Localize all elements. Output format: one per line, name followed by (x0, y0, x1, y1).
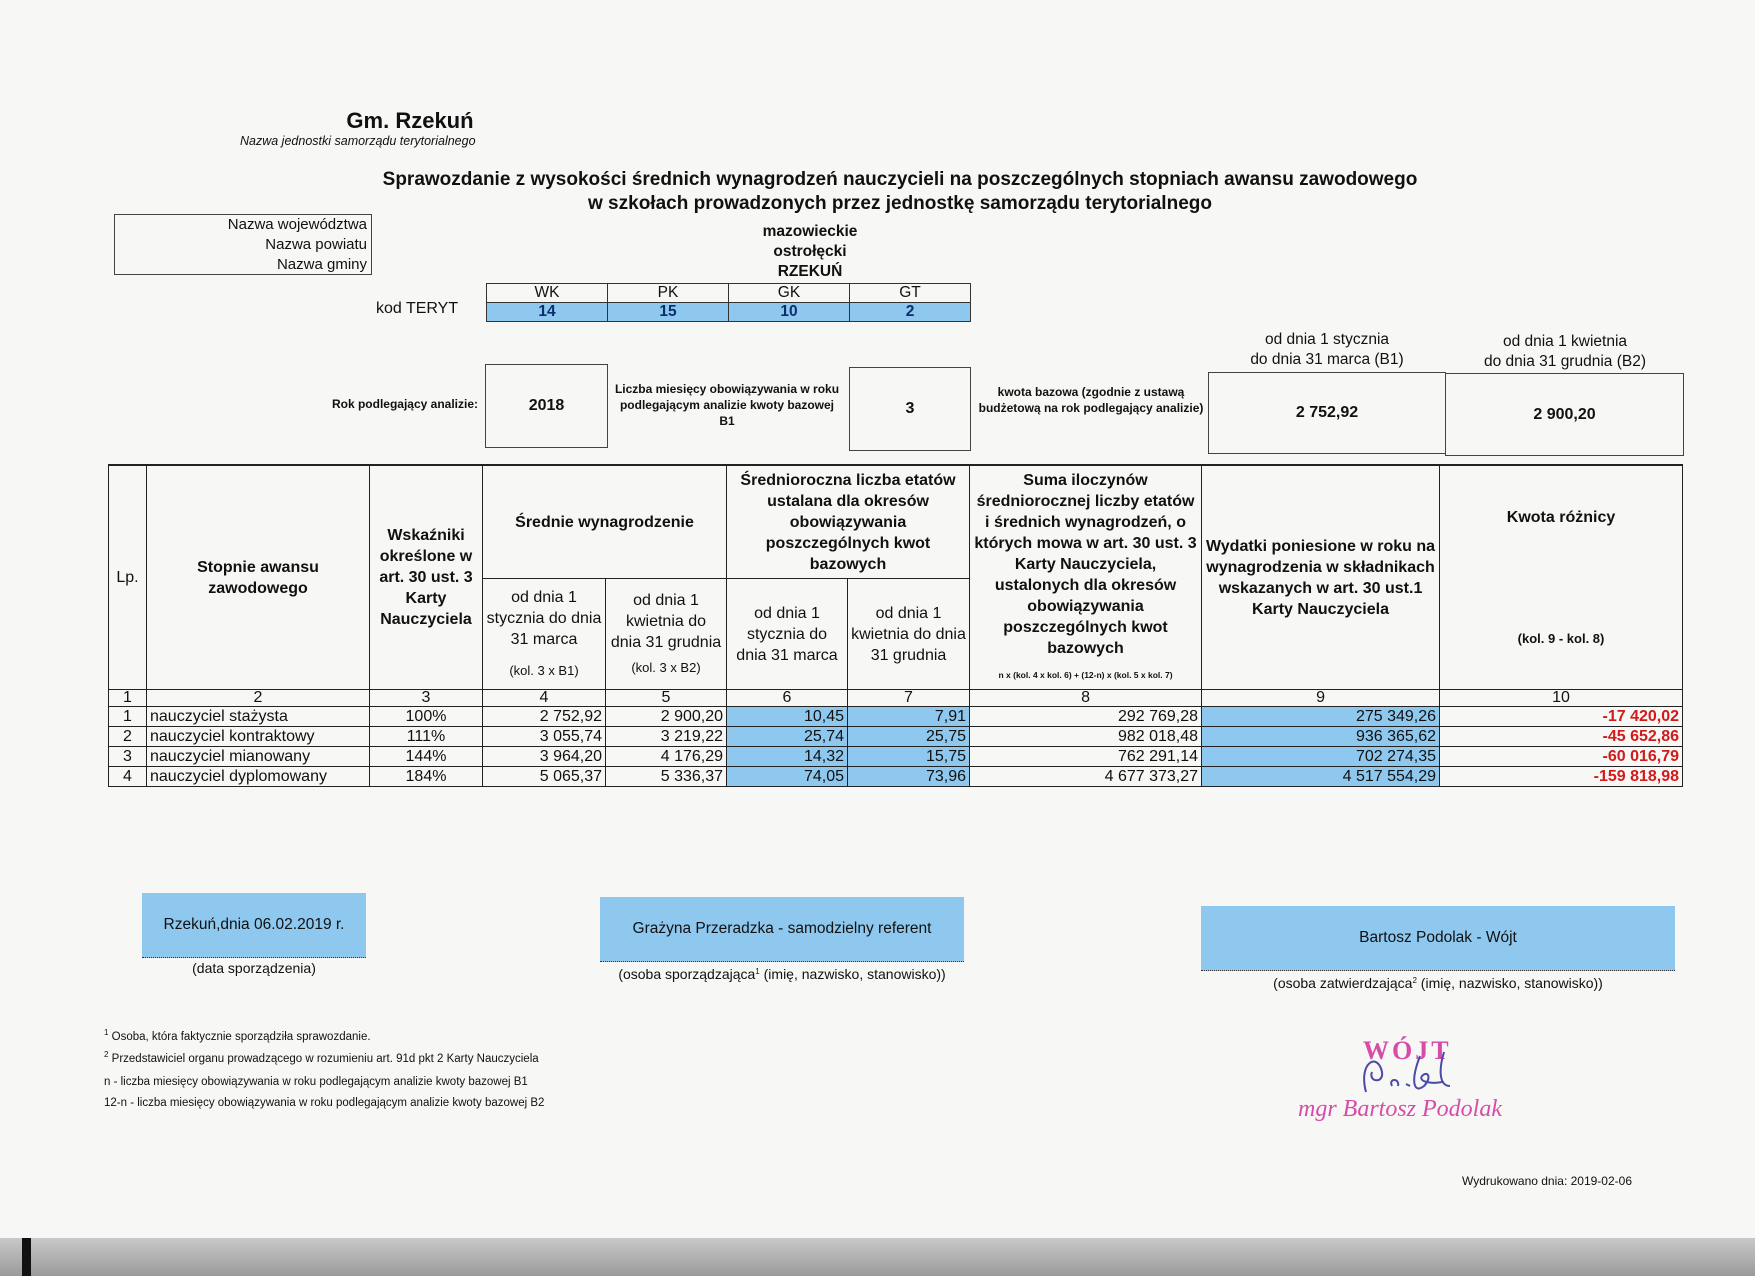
b1-period-label-line2: do dnia 31 marca (B1) (1250, 351, 1404, 368)
unit-name: Gm. Rzekuń (346, 108, 474, 133)
region-value-voivodeship: mazowieckie (762, 223, 858, 240)
col-header-indicators: Wskaźniki określone w art. 30 ust. 3 Karty Nauczyciela (370, 465, 483, 690)
footnote-mark-2: 2 (104, 1050, 109, 1059)
row-lp: 2 (109, 727, 147, 747)
stamp-title: WÓJT (1363, 1036, 1452, 1065)
row-etat-b1: 10,45 (727, 707, 848, 727)
row-indicator: 111% (370, 727, 483, 747)
col-header-etat: Średnioroczna liczba etatów ustalana dla okresów obowiązywania poszczególnych kwot bazowych (727, 465, 970, 579)
col-number-5: 5 (606, 690, 727, 707)
row-avg-b2: 4 176,29 (606, 747, 727, 767)
b2-amount-box (1445, 373, 1684, 456)
report-title-line1: Sprawozdanie z wysokości średnich wynagrodzeń nauczycieli na poszczególnych stopniach awansu zawodowego (382, 169, 1418, 190)
region-label-county: Nazwa powiatu (265, 236, 367, 253)
row-spent: 936 365,62 (1202, 727, 1440, 747)
footnote-ref-2: 2 (1412, 976, 1417, 985)
col-header-avg-salary-b1 (483, 579, 606, 690)
row-etat-b1: 74,05 (727, 767, 848, 787)
b1-period-label (1208, 330, 1446, 370)
official-stamp (1258, 1032, 1558, 1132)
teryt-value-pk: 15 (608, 303, 729, 322)
col-header-spent: Wydatki poniesione w roku na wynagrodzenia w składnikach wskazanych w art. 30 ust.1 Karty Nauczyciela (1202, 465, 1440, 690)
col-number-7: 7 (848, 690, 970, 707)
row-avg-b1: 3 055,74 (483, 727, 606, 747)
col-header-avg-salary-b1-note: (kol. 3 x B1) (509, 663, 579, 678)
col-header-sum-formula: n x (kol. 4 x kol. 6) + (12-n) x (kol. 5 x kol. 7) (998, 669, 1173, 680)
teryt-value-gk: 10 (729, 303, 850, 322)
region-label-voivodeship: Nazwa województwa (227, 216, 367, 233)
approver-field (1201, 906, 1675, 971)
col-header-etat-b1: od dnia 1 stycznia do dnia 31 marca (727, 579, 848, 690)
teryt-header-gk: GK (729, 284, 850, 303)
approver-caption-b: (imię, nazwisko, stanowisko)) (1416, 975, 1603, 991)
row-level: nauczyciel stażysta (147, 707, 370, 727)
col-header-avg-salary: Średnie wynagrodzenie (483, 465, 727, 579)
date-value: Rzekuń,dnia 06.02.2019 r. (163, 916, 345, 933)
footnote-2-text: Przedstawiciel organu prowadzącego w rozumieniu art. 91d pkt 2 Karty Nauczyciela (111, 1053, 539, 1065)
unit-header (230, 108, 590, 148)
row-avg-b2: 3 219,22 (606, 727, 727, 747)
table-row (109, 727, 1683, 747)
col-number-6: 6 (727, 690, 848, 707)
year-box (485, 364, 608, 448)
region-labels-box (114, 214, 372, 275)
footnote-mark-1: 1 (104, 1028, 109, 1037)
b2-period-label-line2: do dnia 31 grudnia (B2) (1483, 353, 1646, 370)
b1-amount-box (1208, 372, 1446, 454)
row-level: nauczyciel dyplomowany (147, 767, 370, 787)
col-number-8: 8 (970, 690, 1202, 707)
row-etat-b2: 73,96 (848, 767, 970, 787)
col-header-avg-salary-b1-text: od dnia 1 stycznia do dnia 31 marca (486, 589, 602, 648)
col-header-level: Stopnie awansu zawodowego (147, 465, 370, 690)
row-sum: 292 769,28 (970, 707, 1202, 727)
row-sum: 982 018,48 (970, 727, 1202, 747)
teryt-label: kod TERYT (376, 300, 459, 317)
row-level: nauczyciel kontraktowy (147, 727, 370, 747)
handwritten-signature (1348, 1042, 1458, 1102)
b2-period-label-line1: od dnia 1 kwietnia (1502, 333, 1628, 350)
b1-amount: 2 752,92 (1295, 404, 1359, 421)
col-header-avg-salary-b2 (606, 579, 727, 690)
col-number-10: 10 (1440, 690, 1683, 707)
preparer-caption-b: (imię, nazwisko, stanowisko)) (759, 966, 946, 982)
row-etat-b2: 15,75 (848, 747, 970, 767)
row-diff: -159 818,98 (1440, 767, 1683, 787)
row-indicator: 184% (370, 767, 483, 787)
b1-period-label-line1: od dnia 1 stycznia (1264, 331, 1390, 348)
preparer-field (600, 897, 964, 962)
base-amount-label: kwota bazowa (zgodnie z ustawą budżetową na rok podlegający analizie) (978, 385, 1204, 415)
col-header-diff (1440, 465, 1683, 690)
col-number-1: 1 (109, 690, 147, 707)
table-row (109, 747, 1683, 767)
col-number-4: 4 (483, 690, 606, 707)
date-field (142, 893, 366, 958)
row-indicator: 100% (370, 707, 483, 727)
row-etat-b1: 25,74 (727, 727, 848, 747)
row-lp: 4 (109, 767, 147, 787)
row-spent: 702 274,35 (1202, 747, 1440, 767)
teryt-value-gt: 2 (850, 303, 971, 322)
footnote-ref-1: 1 (755, 967, 760, 976)
months-label: Liczba miesięcy obowiązywania w roku podlegającym analizie kwoty bazowej B1 (614, 382, 840, 428)
teryt-header-gt: GT (850, 284, 971, 303)
preparer-caption-a: (osoba sporządzająca (618, 966, 756, 982)
scan-edge-mark (22, 1238, 31, 1276)
row-diff: -17 420,02 (1440, 707, 1683, 727)
col-header-sum (970, 465, 1202, 690)
row-avg-b2: 5 336,37 (606, 767, 727, 787)
approver-caption (1201, 975, 1675, 991)
footnote-n: n - liczba miesięcy obowiązywania w roku podlegającym analizie kwoty bazowej B1 (104, 1076, 528, 1088)
row-diff: -60 016,79 (1440, 747, 1683, 767)
report-title (300, 168, 1500, 216)
year-label: Rok podlegający analizie: (331, 397, 478, 411)
row-etat-b1: 14,32 (727, 747, 848, 767)
teryt-value-wk: 14 (487, 303, 608, 322)
months-value: 3 (905, 400, 915, 417)
col-number-9: 9 (1202, 690, 1440, 707)
col-header-lp: Lp. (109, 465, 147, 690)
salary-report-table (108, 464, 1683, 787)
date-caption: (data sporządzenia) (192, 960, 316, 976)
row-etat-b2: 25,75 (848, 727, 970, 747)
preparer-caption (560, 966, 1004, 982)
table-row (109, 707, 1683, 727)
row-sum: 762 291,14 (970, 747, 1202, 767)
col-header-sum-text: Suma iloczynów średniorocznej liczby etatów i średnich wynagrodzeń, o których mowa w art. 30 ust. 3 Karty Nauczyciela, ustalonych dla okresów obowiązywania poszczególnych kwot bazowych (974, 471, 1197, 657)
col-header-avg-salary-b2-text: od dnia 1 kwietnia do dnia 31 grudnia (610, 592, 722, 651)
unit-caption: Nazwa jednostki samorządu terytorialnego (240, 134, 476, 148)
report-title-line2: w szkołach prowadzonych przez jednostkę samorządu terytorialnego (588, 193, 1212, 214)
row-etat-b2: 7,91 (848, 707, 970, 727)
table-row (109, 767, 1683, 787)
printed-date: Wydrukowano dnia: 2019-02-06 (1462, 1174, 1632, 1188)
col-header-diff-text: Kwota różnicy (1506, 508, 1616, 526)
row-avg-b1: 5 065,37 (483, 767, 606, 787)
col-number-2: 2 (147, 690, 370, 707)
footnote-1 (104, 1028, 371, 1043)
preparer-value: Grażyna Przeradzka - samodzielny referent (632, 920, 932, 937)
region-label-commune: Nazwa gminy (276, 256, 367, 273)
scan-bottom-edge (0, 1238, 1755, 1276)
row-avg-b2: 2 900,20 (606, 707, 727, 727)
approver-caption-a: (osoba zatwierdzająca (1273, 975, 1413, 991)
footnote-1-text: Osoba, która faktycznie sporządziła sprawozdanie. (111, 1031, 371, 1043)
months-box (849, 367, 971, 451)
b2-period-label (1446, 332, 1684, 372)
row-spent: 4 517 554,29 (1202, 767, 1440, 787)
row-indicator: 144% (370, 747, 483, 767)
footnote-2 (104, 1050, 539, 1065)
teryt-table (486, 283, 971, 322)
teryt-header-wk: WK (487, 284, 608, 303)
year-value: 2018 (528, 397, 565, 414)
region-value-commune: RZEKUŃ (777, 263, 843, 280)
col-header-avg-salary-b2-note: (kol. 3 x B2) (631, 660, 701, 675)
region-value-county: ostrołęcki (773, 243, 847, 260)
teryt-header-pk: PK (608, 284, 729, 303)
row-avg-b1: 2 752,92 (483, 707, 606, 727)
stamp-name: mgr Bartosz Podolak (1298, 1096, 1502, 1122)
row-lp: 3 (109, 747, 147, 767)
footnote-12n: 12-n - liczba miesięcy obowiązywania w roku podlegającym analizie kwoty bazowej B2 (104, 1097, 545, 1109)
b2-amount: 2 900,20 (1533, 405, 1596, 423)
col-header-diff-note: (kol. 9 - kol. 8) (1517, 630, 1605, 646)
row-avg-b1: 3 964,20 (483, 747, 606, 767)
approver-value: Bartosz Podolak - Wójt (1359, 929, 1517, 946)
row-spent: 275 349,26 (1202, 707, 1440, 727)
row-level: nauczyciel mianowany (147, 747, 370, 767)
row-sum: 4 677 373,27 (970, 767, 1202, 787)
row-lp: 1 (109, 707, 147, 727)
region-values (690, 222, 930, 282)
col-number-3: 3 (370, 690, 483, 707)
col-header-etat-b2: od dnia 1 kwietnia do dnia 31 grudnia (848, 579, 970, 690)
row-diff: -45 652,86 (1440, 727, 1683, 747)
